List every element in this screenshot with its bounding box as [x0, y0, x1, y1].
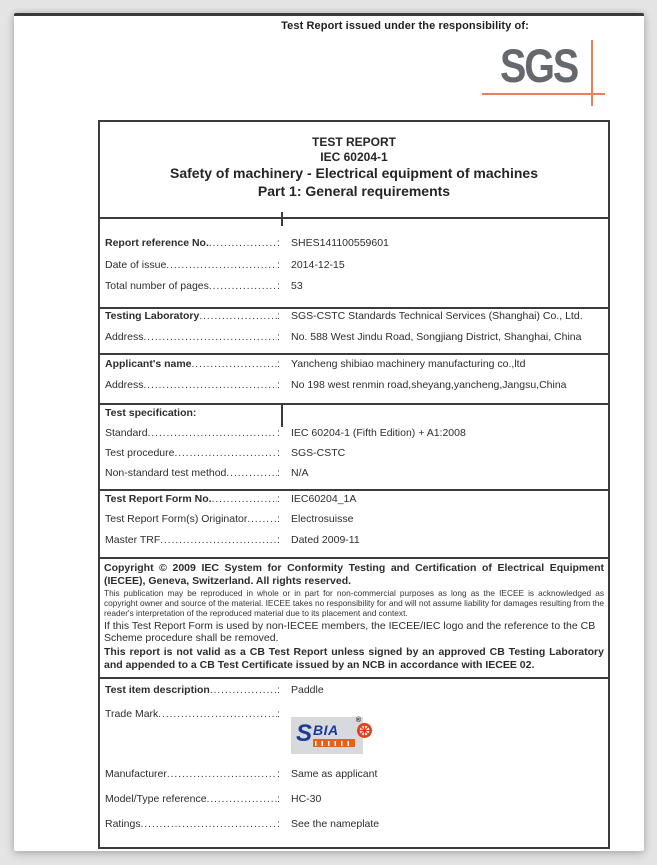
dot-leader: [167, 769, 277, 780]
field-leader: [105, 684, 277, 696]
column-divider-tick: [281, 212, 283, 226]
field-value: See the nameplate: [291, 818, 380, 831]
field-value: IEC60204_1A: [291, 492, 357, 505]
field-row-applicant-s-name: [105, 358, 603, 380]
dot-leader: [210, 685, 277, 696]
field-value: 53: [291, 280, 303, 292]
dot-leader: [158, 709, 277, 720]
field-label: Applicant's name: [105, 357, 192, 370]
field-leader: [105, 708, 277, 720]
colon: :: [277, 708, 280, 721]
field-label: Trade Mark: [105, 708, 159, 721]
colon: :: [277, 446, 280, 459]
sgs-logo: [14, 16, 644, 116]
field-label: Test specification:: [105, 406, 197, 419]
field-leader: [105, 818, 277, 830]
colon: :: [277, 684, 280, 697]
colon: :: [277, 533, 280, 546]
field-leader: [105, 280, 277, 292]
field-row-address: [105, 379, 603, 401]
field-value: SGS-CSTC: [291, 446, 346, 459]
field-value: SGS-CSTC Standards Technical Services (Shanghai) Co., Ltd.: [291, 309, 583, 322]
dot-leader: [160, 535, 277, 546]
dot-leader: [209, 238, 277, 249]
field-leader: [105, 534, 277, 546]
colon: :: [277, 466, 280, 479]
sgs-logo-horizontal-line: [482, 93, 605, 95]
field-leader: [105, 467, 277, 479]
field-label: Address: [105, 331, 144, 343]
field-label: Non-standard test method: [105, 466, 227, 479]
field-label: Test procedure: [105, 446, 175, 459]
field-row-testing-laboratory: [105, 310, 603, 332]
field-leader: [105, 513, 277, 525]
report-table: [98, 120, 610, 849]
colon: :: [277, 331, 280, 343]
colon: :: [277, 426, 280, 439]
section-applicant: [100, 353, 608, 403]
field-label: Total number of pages: [105, 280, 209, 292]
wheel-icon: [356, 722, 373, 752]
colon: :: [277, 237, 280, 249]
field-label: Manufacturer: [105, 768, 167, 781]
trademark-letters-bia: BIA: [313, 722, 339, 739]
dot-leader: [209, 281, 277, 292]
document-page: [14, 13, 644, 851]
colon: :: [277, 357, 280, 370]
field-leader: [105, 358, 277, 370]
field-leader: [105, 493, 277, 505]
field-leader: [105, 407, 277, 419]
dot-leader: [207, 794, 277, 805]
dot-leader: [247, 514, 277, 525]
dot-leader: [192, 359, 277, 370]
dot-leader: [166, 260, 277, 271]
trademark-letter-s: S: [296, 720, 313, 748]
colon: :: [277, 309, 280, 322]
copyright-paragraph: This report is not valid as a CB Test Report unless signed by an approved CB Testing Laboratory and appended to a CB Test Certificate issued by an NCB in accordance with IECEE 02.: [104, 646, 604, 671]
column-divider-tick: [281, 405, 283, 427]
field-row-test-item-description: [105, 684, 603, 708]
field-label: Report reference No.: [105, 237, 209, 249]
dot-leader: [212, 494, 277, 505]
report-title-line: Part 1: General requirements: [257, 182, 451, 199]
section-specification: [100, 403, 608, 489]
dot-leader: [174, 448, 277, 459]
trademark-logo: [291, 717, 363, 754]
dot-leader: [199, 311, 277, 322]
field-row-standard: [105, 427, 603, 447]
field-leader: [105, 331, 277, 343]
dot-leader: [226, 468, 277, 479]
colon: :: [277, 379, 280, 391]
field-label: Standard: [105, 426, 148, 439]
field-row-date-of-issue: [105, 259, 603, 281]
colon: :: [277, 818, 280, 831]
field-label: Test item description: [105, 684, 210, 697]
section-laboratory: [100, 307, 608, 353]
field-row-report-reference-no: [105, 237, 603, 259]
colon: :: [277, 258, 280, 271]
field-label: Master TRF: [105, 533, 161, 546]
colon: :: [277, 492, 280, 505]
field-value: N/A: [291, 466, 309, 479]
report-title-line: IEC 60204-1: [320, 150, 388, 164]
field-row-trade-mark: [105, 708, 603, 768]
field-label: Model/Type reference: [105, 793, 207, 806]
colon: :: [277, 280, 280, 292]
copyright-paragraph: If this Test Report Form is used by non-IECEE members, the IECEE/IEC logo and the reference to the CB Scheme procedure shall be removed.: [104, 619, 596, 644]
copyright-paragraph: This publication may be reproduced in whole or in part for non-commercial purposes as long as the IECEE is acknowledged as copyright owner and source of the material. IECEE takes no responsibility for and will not assume liability for damages resulting from the reader's interpretation of the reproduced material due to its placement and context.: [104, 588, 604, 618]
field-row-test-report-form-no: [105, 493, 603, 514]
dot-leader: [144, 332, 277, 343]
copyright-paragraph: Copyright © 2009 IEC System for Conformity Testing and Certification of Electrical Equipment (IECEE), Geneva, Switzerland. All rights reserved.: [104, 562, 604, 587]
section-item: [100, 677, 608, 847]
colon: :: [277, 793, 280, 806]
field-label: Ratings: [105, 818, 141, 831]
field-row-ratings: [105, 818, 603, 843]
report-title-line: TEST REPORT: [311, 135, 396, 149]
field-value: 2014-12-15: [291, 258, 345, 271]
field-leader: [105, 259, 277, 271]
field-row-address: [105, 331, 603, 353]
dot-leader: [144, 380, 277, 391]
field-value: Electrosuisse: [291, 513, 354, 525]
sgs-logo-vertical-line: [591, 40, 593, 106]
field-value: IEC 60204-1 (Fifth Edition) + A1:2008: [291, 426, 466, 439]
section-copyright: [100, 557, 608, 677]
colon: :: [277, 768, 280, 781]
responsibility-note: Test Report issued under the responsibility of:: [281, 20, 529, 32]
field-label: Test Report Form(s) Originator: [105, 513, 248, 525]
field-label: Testing Laboratory: [105, 309, 200, 322]
field-value: No. 588 West Jindu Road, Songjiang District, Shanghai, China: [291, 331, 582, 343]
field-value: Paddle: [291, 684, 324, 697]
field-row-test-report-form-s-originator: [105, 513, 603, 534]
field-value: Same as applicant: [291, 768, 378, 781]
field-leader: [105, 310, 277, 322]
section-form: [100, 489, 608, 558]
sgs-logo-text: SGS: [500, 39, 578, 92]
field-value: Dated 2009-11: [291, 533, 360, 546]
field-value: HC-30: [291, 793, 322, 806]
field-row-test-procedure: [105, 447, 603, 467]
report-title-block: [100, 122, 608, 217]
field-label: Address: [105, 379, 144, 391]
field-leader: [105, 427, 277, 439]
field-leader: [105, 447, 277, 459]
field-row-total-number-of-pages: [105, 280, 603, 302]
field-row-master-trf: [105, 534, 603, 555]
report-title-line: Safety of machinery - Electrical equipment of machines: [170, 165, 538, 181]
field-leader: [105, 379, 277, 391]
colon: :: [277, 513, 280, 525]
field-label: Test Report Form No.: [105, 492, 212, 505]
field-leader: [105, 768, 277, 780]
dot-leader: [148, 428, 277, 439]
field-value: SHES141100559601: [291, 237, 389, 249]
field-row-manufacturer: [105, 768, 603, 793]
trademark-cell: [291, 708, 603, 754]
trademark-banner: [313, 739, 355, 747]
field-row-test-specification: [105, 407, 603, 427]
field-label: Date of issue: [105, 258, 167, 271]
field-value: Yancheng shibiao machinery manufacturing co.,ltd: [291, 357, 526, 370]
field-value: No 198 west renmin road,sheyang,yancheng,Jangsu,China: [291, 379, 567, 391]
registered-mark: ®: [355, 717, 361, 725]
trademark-mid: [313, 723, 355, 752]
field-leader: [105, 237, 277, 249]
section-reference: [100, 217, 608, 307]
field-row-non-standard-test-method: [105, 467, 603, 487]
dot-leader: [141, 819, 277, 830]
field-leader: [105, 793, 277, 805]
field-row-model-type-reference: [105, 793, 603, 818]
